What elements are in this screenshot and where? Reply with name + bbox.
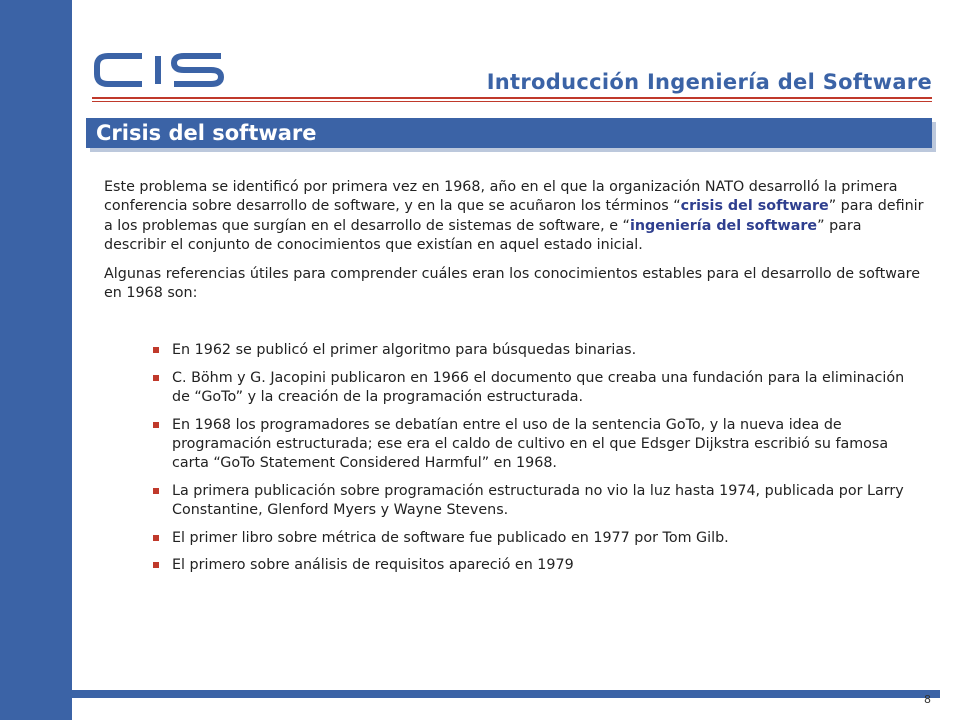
list-item-text: En 1962 se publicó el primer algoritmo para búsquedas binarias.	[172, 342, 637, 359]
slide-body	[104, 178, 924, 584]
bullet-square-icon	[153, 488, 159, 494]
intro-text-1: Este problema se identificó por primera vez en 1968, año en el que la organización NATO desarrolló la primera conferencia sobre desarrollo de software, y en la que se acuñaron los términos “	[104, 179, 898, 215]
footer-rule	[72, 690, 940, 698]
references-paragraph: Algunas referencias útiles para comprender cuáles eran los conocimientos estables para el desarrollo de software en 1968 son:	[104, 265, 921, 302]
list-item-text: En 1968 los programadores se debatían entre el uso de la sentencia GoTo, y la nueva idea de programación estructurada; ese era el caldo de cultivo en el que Edsger Dijkstra escribió su famosa carta “GoTo Statement Considered Harmful” en 1968.	[172, 416, 889, 472]
left-accent-bar	[0, 0, 72, 720]
list-item	[152, 416, 924, 474]
bullet-square-icon	[153, 422, 159, 428]
header-rule	[92, 97, 932, 99]
list-item	[152, 482, 924, 521]
list-item-text: La primera publicación sobre programación estructurada no vio la luz hasta 1974, publicada por Larry Constantine, Glenford Myers y Wayne Stevens.	[172, 482, 904, 519]
intro-paragraph	[104, 178, 924, 256]
section-title: Crisis del software	[96, 121, 317, 145]
section-title-bar	[86, 118, 932, 148]
intro-text-3: ” para describir el conjunto de conocimientos que existían en aquel estado inicial.	[104, 217, 862, 254]
list-item	[152, 369, 924, 408]
bullet-square-icon	[153, 347, 159, 353]
list-item	[152, 341, 924, 360]
bullet-square-icon	[153, 375, 159, 381]
references-list	[104, 341, 924, 575]
list-item-text: C. Böhm y G. Jacopini publicaron en 1966 el documento que creaba una fundación para la eliminación de “GoTo” y la creación de la programación estructurada.	[172, 369, 905, 406]
cis-logo	[94, 52, 224, 88]
list-item	[152, 529, 924, 548]
header-title: Introducción Ingeniería del Software	[486, 70, 932, 94]
bullet-square-icon	[153, 535, 159, 541]
intro-text-2: ” para definir a los problemas que surgían en el desarrollo de sistemas de software, e “	[104, 198, 924, 234]
term-ingenieria-del-software: ingeniería del software	[629, 217, 818, 234]
list-item	[152, 556, 924, 575]
term-crisis-del-software: crisis del software	[680, 198, 829, 215]
list-item-text: El primer libro sobre métrica de software fue publicado en 1977 por Tom Gilb.	[172, 529, 729, 546]
list-item-text: El primero sobre análisis de requisitos apareció en 1979	[172, 557, 574, 574]
page-number: 8	[924, 693, 931, 706]
header-rule-thin	[92, 101, 932, 102]
bullet-square-icon	[153, 562, 159, 568]
